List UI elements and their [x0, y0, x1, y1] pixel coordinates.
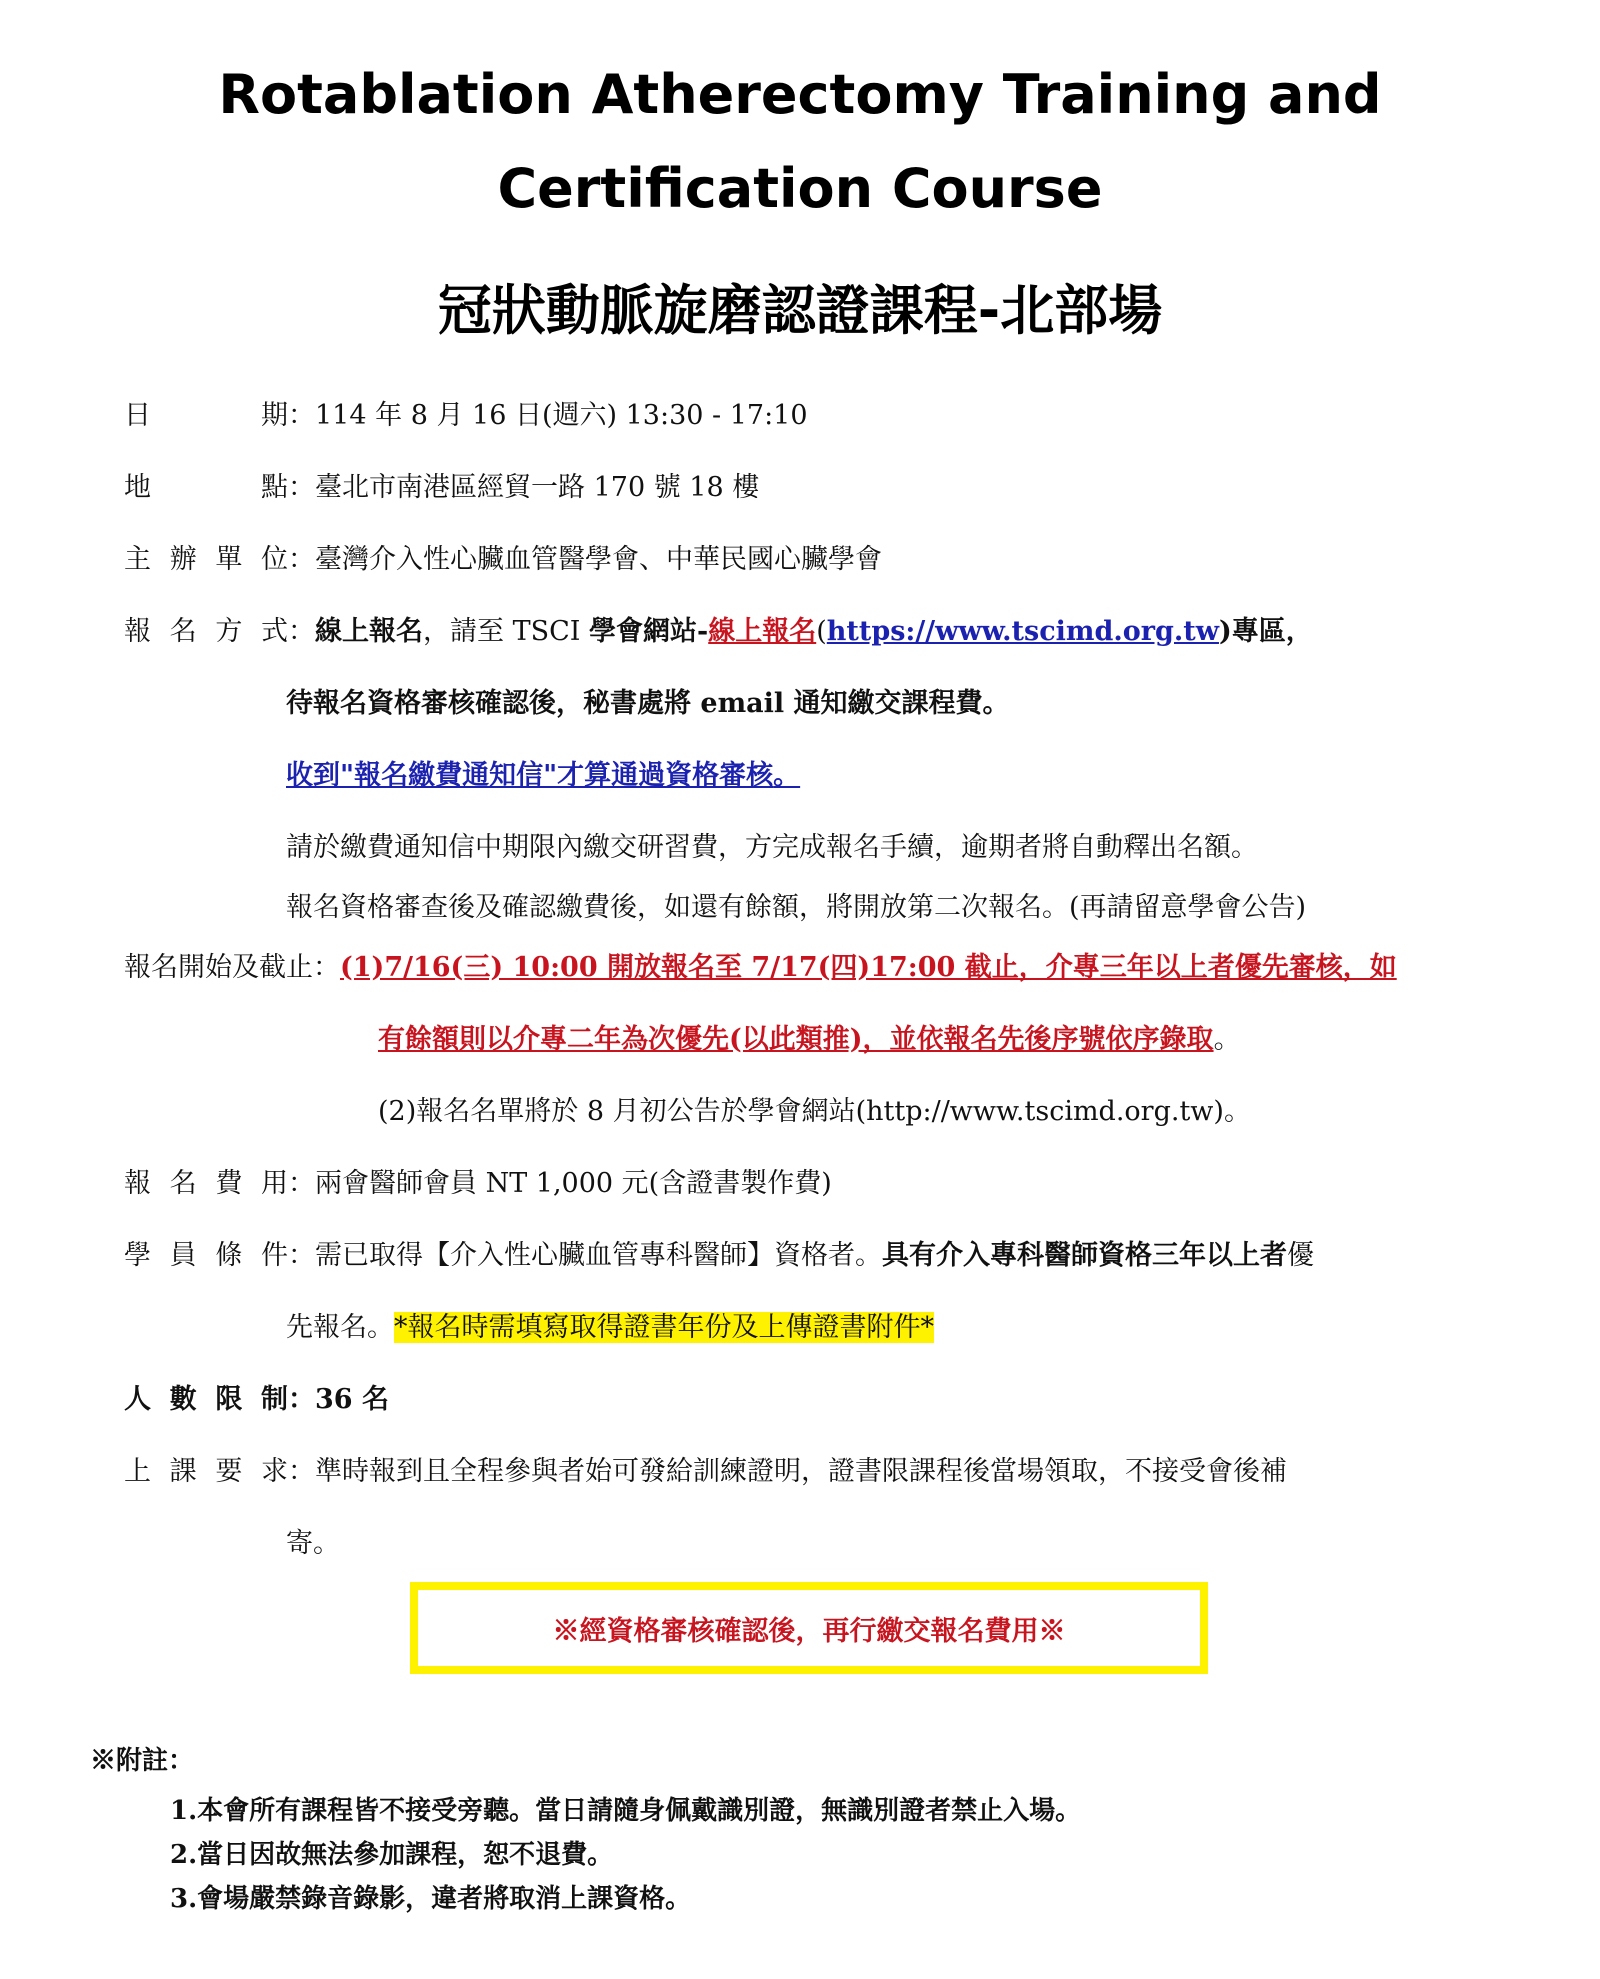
- register-site: 學會網站-: [589, 616, 709, 647]
- note-item: 1.本會所有課程皆不接受旁聽。當日請隨身佩戴識別證，無識別證者禁止入場。: [170, 1796, 1082, 1826]
- colon: ：: [288, 400, 315, 431]
- period-line2-wrap: [378, 1024, 1241, 1056]
- register-line2: 待報名資格審核確認後，秘書處將 email 通知繳交課程費。: [286, 688, 1010, 719]
- colon: ：: [288, 1456, 315, 1487]
- notes-heading: ※附註：: [90, 1746, 195, 1776]
- notice-text: ※經資格審核確認後，再行繳交報名費用※: [552, 1615, 1066, 1647]
- period-line1: (1)7/16(三) 10:00 開放報名至 7/17(四)17:00 截止，介專三年以上者優先審核，如: [340, 952, 1397, 983]
- eligibility-part1: 需已取得【介入性心臟血管專科醫師】資格者。: [315, 1240, 882, 1271]
- register-online: 線上報名: [315, 616, 423, 647]
- register-label: 報名方式: [124, 616, 288, 647]
- venue-value: 臺北市南港區經貿一路 170 號 18 樓: [315, 472, 760, 503]
- requirement-line2: 寄。: [286, 1528, 340, 1559]
- register-zone: )專區，: [1218, 616, 1313, 647]
- eligibility-line2a: 先報名。: [286, 1312, 394, 1343]
- organizer-row: [124, 544, 882, 576]
- register-line3-wrap: 收到"報名繳費通知信"才算通過資格審核。: [286, 760, 801, 791]
- note-item: 2.當日因故無法參加課程，恕不退費。: [170, 1840, 614, 1870]
- register-line4: 請於繳費通知信中期限內繳交研習費，方完成報名手續，逾期者將自動釋出名額。: [286, 832, 1258, 863]
- date-label: 日 期: [124, 400, 288, 431]
- capacity-row: [124, 1384, 389, 1416]
- colon: ：: [288, 1384, 315, 1415]
- colon: ：: [313, 952, 340, 983]
- register-row: [124, 616, 1313, 648]
- eligibility-label: 學員條件: [124, 1240, 288, 1271]
- organizer-label: 主辦單位: [124, 544, 288, 575]
- capacity-label: 人數限制: [124, 1384, 288, 1415]
- colon: ：: [288, 544, 315, 575]
- colon: ：: [288, 472, 315, 503]
- register-online-link[interactable]: 線上報名: [708, 616, 817, 647]
- venue-row: [124, 472, 759, 504]
- fee-row: [124, 1168, 832, 1200]
- requirement-line1: 準時報到且全程參與者始可發給訓練證明，證書限課程後當場領取，不接受會後補: [315, 1456, 1287, 1487]
- organizer-value: 臺灣介入性心臟血管醫學會、中華民國心臟學會: [315, 544, 882, 575]
- colon: ：: [288, 1168, 315, 1199]
- eligibility-part3: 優: [1287, 1240, 1314, 1271]
- eligibility-line2: [286, 1312, 934, 1344]
- capacity-value: 36 名: [315, 1384, 389, 1415]
- register-paren-open: (: [816, 616, 827, 647]
- course-title-zh: 冠狀動脈旋磨認證課程-北部場: [437, 279, 1163, 342]
- eligibility-row: [124, 1240, 1314, 1272]
- period-line3: (2)報名名單將於 8 月初公告於學會網站(http://www.tscimd.org.tw)。: [378, 1096, 1251, 1127]
- date-row: [124, 400, 808, 432]
- fee-value: 兩會醫師會員 NT 1,000 元(含證書製作費): [315, 1168, 832, 1199]
- requirement-label: 上課要求: [124, 1456, 288, 1487]
- course-title-en-line1: Rotablation Atherectomy Training and: [218, 63, 1382, 126]
- colon: ：: [288, 1240, 315, 1271]
- notice-box: [410, 1582, 1208, 1674]
- note-item: 3.會場嚴禁錄音錄影，違者將取消上課資格。: [170, 1884, 692, 1914]
- requirement-row: [124, 1456, 1287, 1488]
- eligibility-highlight: *報名時需填寫取得證書年份及上傳證書附件*: [394, 1312, 934, 1343]
- register-line3: 收到"報名繳費通知信"才算通過資格審核: [286, 760, 774, 791]
- period-label: 報名開始及截止: [124, 952, 313, 983]
- date-value: 114 年 8 月 16 日(週六) 13:30 - 17:10: [315, 400, 808, 431]
- eligibility-part2: 具有介入專科醫師資格三年以上者: [882, 1240, 1287, 1271]
- venue-label: 地 點: [124, 472, 288, 503]
- period-line2-end: 。: [1213, 1024, 1241, 1055]
- register-url-link[interactable]: https://www.tscimd.org.tw: [826, 616, 1219, 647]
- register-instruction: ，請至 TSCI: [423, 616, 589, 647]
- period-row: [124, 952, 1397, 984]
- register-line5: 報名資格審查後及確認繳費後，如還有餘額，將開放第二次報名。(再請留意學會公告): [286, 892, 1307, 923]
- fee-label: 報名費用: [124, 1168, 288, 1199]
- colon: ：: [288, 616, 315, 647]
- course-title-en-line2: Certification Course: [497, 157, 1103, 220]
- period-line2: 有餘額則以介專二年為次優先(以此類推)，並依報名先後序號依序錄取: [378, 1024, 1214, 1055]
